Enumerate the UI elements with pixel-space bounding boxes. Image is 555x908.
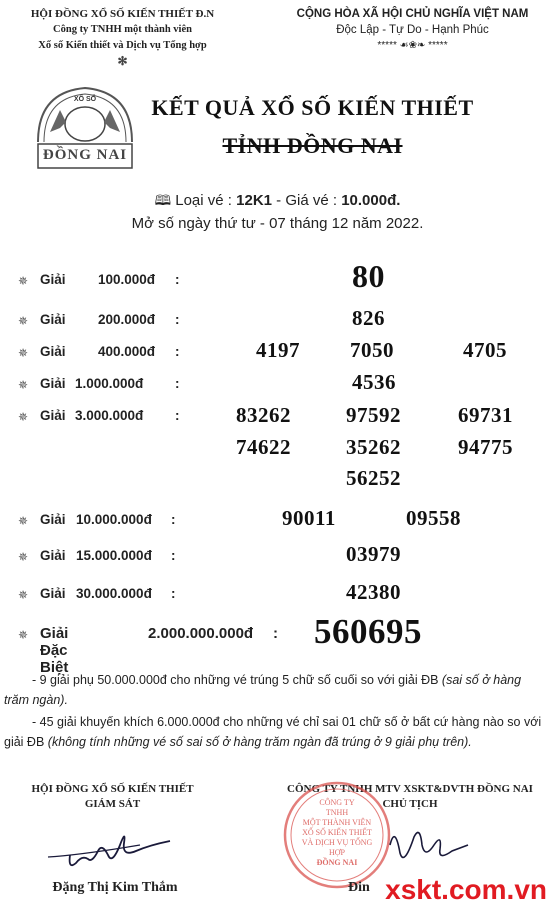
issuer-header: [0, 6, 245, 68]
company-title: CÔNG TY TNHH MTV XSKT&DVTH ĐỒNG NAI: [287, 783, 533, 795]
chairman-name: Đin: [348, 880, 370, 895]
stamp-line: ĐỒNG NAI: [316, 858, 358, 867]
prize-number: 42380: [346, 580, 401, 604]
star-icon: ✵: [18, 346, 29, 360]
prize-number: 4197: [256, 338, 300, 362]
draw-date: Mở số ngày thứ tư - 07 tháng 12 năm 2022.: [131, 215, 424, 232]
note-1-text: - 9 giải phụ 50.000.000đ cho những vé trúng 5 chữ số cuối so với giải ĐB: [32, 673, 439, 687]
prize-colon: :: [171, 512, 176, 527]
special-prize-number: 560695: [314, 612, 422, 651]
stamp-line: XỔ SỐ KIẾN THIẾT: [302, 828, 372, 837]
ticket-price-value: 10.000đ.: [341, 192, 401, 209]
prize-label: Giải: [40, 408, 66, 423]
prize-colon: :: [171, 548, 176, 563]
prize-label: Giải: [40, 376, 66, 391]
star-icon: ✵: [18, 410, 29, 424]
ticket-info: [0, 190, 555, 214]
prize-colon: :: [175, 312, 180, 327]
prize-colon: :: [175, 272, 180, 287]
prize-amount: 10.000.000đ: [76, 512, 152, 527]
prize-amount: 15.000.000đ: [76, 548, 152, 563]
logo-bottom-text: ĐỒNG NAI: [42, 147, 128, 163]
national-motto-line2: Độc Lập - Tự Do - Hạnh Phúc: [336, 24, 489, 36]
prize-colon: :: [175, 344, 180, 359]
page-subtitle: TỈNH ĐỒNG NAI: [222, 133, 403, 158]
star-icon: ✵: [18, 378, 29, 392]
prize-label: Giải: [40, 586, 66, 601]
note-1: [4, 670, 549, 710]
stamp-text: [300, 798, 374, 868]
ticket-price-label: - Giá vé :: [276, 192, 338, 209]
prize-number: 4536: [352, 370, 396, 394]
supervisor-name: Đặng Thị Kim Thắm: [52, 880, 178, 895]
prize-number: 826: [352, 306, 385, 330]
star-icon: ✵: [18, 550, 29, 564]
snowflake-icon: ✻: [117, 54, 128, 68]
prize-number: 35262: [346, 435, 401, 459]
prize-number: 90011: [282, 506, 336, 530]
prize-amount: 100.000đ: [98, 272, 156, 287]
stamp-line: TNHH: [325, 808, 349, 817]
supervisor-role: GIÁM SÁT: [84, 798, 141, 810]
prize-number: 09558: [406, 506, 461, 530]
prize-number: 74622: [236, 435, 291, 459]
stamp-line: MỘT THÀNH VIÊN: [302, 818, 372, 827]
site-watermark: xskt.com.vn: [385, 874, 547, 905]
prize-label: Giải: [40, 548, 66, 563]
prize-label: Giải: [40, 512, 66, 527]
stamp-line: CÔNG TY: [319, 798, 355, 807]
note-2-text: - 45 giải khuyến khích 6.000.000đ cho những vé chỉ sai 01 chữ số ở bất cứ hàng nào so với giải ĐB: [4, 715, 542, 749]
national-motto-line1: CỘNG HÒA XÃ HỘI CHỦ NGHĨA VIỆT NAM: [296, 8, 529, 20]
prize-number: 83262: [236, 403, 291, 427]
prize-label: Giải: [40, 344, 66, 359]
star-icon: ✵: [18, 628, 29, 642]
prize-label: Giải: [40, 312, 66, 327]
prize-colon: :: [175, 408, 180, 423]
issuer-line3: Xổ số Kiến thiết và Dịch vụ Tổng hợp: [38, 40, 207, 51]
ticket-type-value: 12K1: [236, 192, 272, 209]
prize-number: 4705: [463, 338, 507, 362]
prize-amount: 2.000.000.000đ: [148, 625, 254, 642]
dong-nai-logo: [30, 82, 140, 174]
star-icon: ✵: [18, 588, 29, 602]
prize-number: 97592: [346, 403, 401, 427]
prize-number: 7050: [350, 338, 394, 362]
note-1-italic: (sai số ở hàng trăm ngàn).: [4, 673, 522, 707]
note-2: [4, 712, 549, 752]
supervisor-signature: [40, 815, 190, 875]
stamp-line: VÀ DỊCH VỤ TỔNG HỢP: [301, 838, 373, 857]
issuer-line1: HỘI ĐỒNG XỔ SỐ KIẾN THIẾT Đ.N: [30, 8, 215, 20]
prize-colon: :: [273, 625, 278, 642]
prize-amount: 1.000.000đ: [75, 376, 144, 391]
note-2-italic: (không tính những vé số sai số ở hàng trăm ngàn đã trúng ở 9 giải phụ trên).: [47, 735, 472, 749]
prize-colon: :: [175, 376, 180, 391]
prize-amount: 200.000đ: [98, 312, 156, 327]
star-icon: ✵: [18, 274, 29, 288]
chairman-signature: [370, 815, 480, 875]
national-header: [270, 6, 555, 54]
prize-number: 56252: [346, 466, 401, 490]
ticket-type-label: Loại vé :: [175, 192, 232, 209]
page-title: KẾT QUẢ XỔ SỐ KIẾN THIẾT: [151, 95, 474, 120]
star-icon: ✵: [18, 314, 29, 328]
supervisor-title: HỘI ĐỒNG XỔ SỐ KIẾN THIẾT: [31, 783, 194, 795]
prize-label: Giải: [40, 272, 66, 287]
ornament-line: ***** ☙❀❧ *****: [377, 40, 448, 51]
prize-number: 80: [352, 258, 385, 294]
prize-amount: 400.000đ: [98, 344, 156, 359]
prize-number: 69731: [458, 403, 513, 427]
prize-label: Giải Đặc Biệt: [40, 625, 69, 676]
chairman-role: CHỦ TỊCH: [382, 798, 438, 810]
prize-number: 03979: [346, 542, 401, 566]
logo-top-text: XỔ SỐ: [73, 96, 97, 103]
star-icon: ✵: [18, 514, 29, 528]
prize-number: 94775: [458, 435, 513, 459]
book-icon: 🕮: [154, 192, 172, 208]
prize-amount: 3.000.000đ: [75, 408, 144, 423]
issuer-line2: Công ty TNHH một thành viên: [53, 24, 192, 35]
prize-amount: 30.000.000đ: [76, 586, 152, 601]
supervisor-block: [0, 782, 225, 812]
prize-colon: :: [171, 586, 176, 601]
